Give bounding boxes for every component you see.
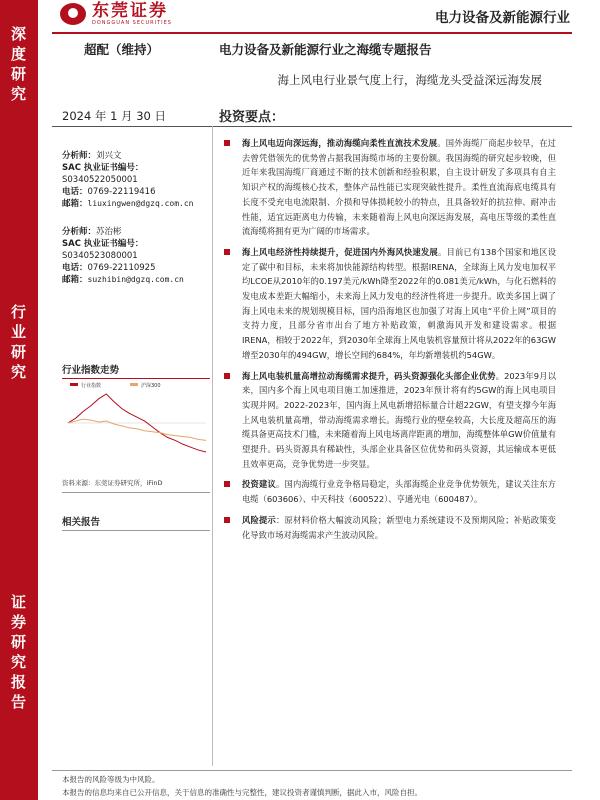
key-point xyxy=(220,513,556,542)
chart-series-line xyxy=(68,419,206,440)
logo-icon xyxy=(60,3,86,25)
header-industry: 电力设备及新能源行业 xyxy=(435,10,570,26)
key-point-head: 海上风电装机量高增拉动海缆需求提升，码头资源强化头部企业优势 xyxy=(242,370,496,381)
key-point xyxy=(220,477,556,506)
analyst-name: 刘兴文 xyxy=(96,151,122,161)
report-subtitle: 海上风电行业景气度上行，海缆龙头受益深远海发展 xyxy=(277,73,542,87)
chart-source: 资料来源：东莞证券研究所，iFinD xyxy=(62,479,163,487)
sidebar-label-securities-report: 证 券 研 究 报 告 xyxy=(10,593,27,711)
key-point-body: 。国外海缆厂商起步较早，在过去曾凭借领先的优势曾占据我国海缆市场的主要份额。我国海缆的研究起步较晚，但近年来我国海缆厂商通过不断的技术创新和经验积累，自主设计研发了多项具有自主知识产权的海缆核心技术，整体产品性能已实现突破性提升。柔性直流海底电缆具有长度不受充电电流限制、介损和导体损耗较小的特点，且具备较好的抗拉伸、耐冲击性能，适宜远距离电力传输，未来随着海上风电向深远海发展，高电压等级的柔性直流海缆将拥有更为广阔的市场需求。 xyxy=(242,138,556,237)
footer-risk-level: 本报告的风险等级为中风险。 xyxy=(62,775,160,784)
header-rule xyxy=(52,32,572,34)
sac-label: SAC 执业证书编号： xyxy=(62,239,144,249)
sac-number: S0340523080001 xyxy=(62,251,138,261)
report-title: 电力设备及新能源行业之海缆专题报告 xyxy=(219,42,432,57)
analyst-email[interactable]: suzhibin@dgzq.com.cn xyxy=(87,275,184,284)
related-rule xyxy=(62,530,210,531)
report-date: 2024 年 1 月 30 日 xyxy=(62,109,166,123)
analyst-tel: 0769-22110925 xyxy=(87,263,156,273)
chart-bottom-rule xyxy=(62,492,210,493)
analyst-tel: 0769-22119416 xyxy=(87,187,156,197)
related-reports-title: 相关报告 xyxy=(62,517,101,528)
key-point xyxy=(220,369,556,472)
analyst-name-label: 分析师： xyxy=(62,151,97,161)
tel-label: 电话： xyxy=(62,187,88,197)
brand-name-en: DONGGUAN SECURITIES xyxy=(92,20,172,26)
key-point-body: 。2023年9月以来，国内多个海上风电项目施工加速推进，2023年预计将有约5GW的海上风电项目实现并网。2022-2023年，国内海上风电新增招标量合计超22GW，有望支撑今年海上风电装机量高增，带动海缆需求增长。海缆行业的壁垒较高，大长度及超高压的海缆具备更高技术门槛，未来随着海上风电场离岸距离的增加，海缆整体单GW价值量有望提升。码头资源具有稀缺性，头部企业具备区位优势和码头资源，其运输成本更低且效率更高，竞争优势进一步突显。 xyxy=(242,370,556,469)
section-rule xyxy=(52,126,572,127)
brand-logo xyxy=(60,2,172,26)
sac-number: S0340522050001 xyxy=(62,175,138,185)
sac-label: SAC 执业证书编号： xyxy=(62,163,144,173)
email-label: 邮箱： xyxy=(62,275,88,285)
footer-rule xyxy=(52,770,572,771)
key-points-list xyxy=(220,136,556,542)
bullet-icon xyxy=(224,517,230,523)
analyst-card xyxy=(62,150,212,210)
key-point-head: 海上风电经济性持续提升，促进国内外海风快速发展 xyxy=(242,246,438,257)
industry-index-chart xyxy=(62,380,210,460)
key-point xyxy=(220,245,556,363)
bullet-icon xyxy=(224,373,230,379)
legend-label: 行业指数 xyxy=(81,383,102,389)
legend-swatch xyxy=(130,383,138,386)
legend-label: 沪深300 xyxy=(141,383,161,389)
tel-label: 电话： xyxy=(62,263,88,273)
brand-name-cn: 东莞证券 xyxy=(92,1,168,21)
key-point-body: ：原材料价格大幅波动风险；新型电力系统建设不及预期风险；补贴政策变化导致市场对海缆需求产生波动风险。 xyxy=(242,514,556,540)
key-point-body: 。国内海缆行业竞争格局稳定，头部海缆企业竞争优势领先，建议关注东方电缆（603606）、中天科技（600522）、亨通光电（600487）。 xyxy=(242,479,556,505)
analyst-card xyxy=(62,226,212,286)
chart-section-title: 行业指数走势 xyxy=(62,362,210,379)
bullet-icon xyxy=(224,481,230,487)
sidebar-label-industry-research: 行 业 研 究 xyxy=(10,303,27,381)
analyst-name: 苏治彬 xyxy=(96,227,122,237)
key-point-head: 海上风电迈向深远海，推动海缆向柔性直流技术发展 xyxy=(242,138,438,148)
email-label: 邮箱： xyxy=(62,199,88,209)
column-divider xyxy=(212,126,213,766)
analyst-name-label: 分析师： xyxy=(62,227,97,237)
bullet-icon xyxy=(224,140,230,146)
sidebar xyxy=(0,0,38,800)
key-point-body: 。目前已有138个国家和地区设定了碳中和目标，未来将加快能源结构转型。根据IRENA，全球海上风力发电加权平均LCOE从2010年的0.197美元/kWh降至2022年的0.081美元/kWh，与化石燃料的发电成本差距大幅缩小，未来海上风力发电的经济性将进一步提升。欧美多国上调了海上风电未来的规划规模目标，国内沿海地区也加强了对海上风电“平价上网”项目的支持力度，且部分省市出台了地方补贴政策，刺激海风开发和建设需求。根据IRENA，相较于2022年，到2030年全球海上风电装机容量预计将从2022年的63GW增至2030年的494GW，增长空间约684%，年均新增装机约54GW。 xyxy=(242,246,556,360)
key-point-head: 投资建议 xyxy=(242,479,276,490)
sidebar-label-deep-research: 深 度 研 究 xyxy=(10,25,27,103)
key-point xyxy=(220,136,556,239)
key-point-head: 风险提示 xyxy=(242,514,276,525)
bullet-icon xyxy=(224,249,230,255)
rating: 超配（维持） xyxy=(84,42,160,57)
key-points-title: 投资要点： xyxy=(219,110,285,125)
analyst-email[interactable]: liuxingwen@dgzq.com.cn xyxy=(87,199,194,208)
footer-disclaimer: 本报告的信息均来自已公开信息，关于信息的准确性与完整性，建议投资者谨慎判断，据此入市，风险自担。 xyxy=(62,788,422,797)
legend-swatch xyxy=(70,383,78,386)
